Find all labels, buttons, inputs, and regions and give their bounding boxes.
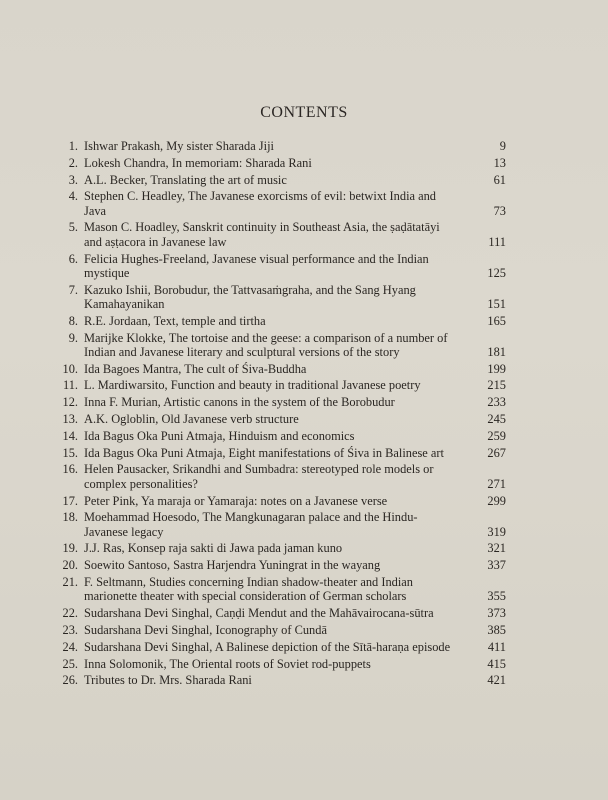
entry-title: Sudarshana Devi Singhal, Iconography of Cundā (84, 622, 327, 637)
entry-title: Ida Bagus Oka Puni Atmaja, Hinduism and economics (84, 428, 355, 443)
entry-page-number: 355 (487, 589, 506, 604)
toc-entry (40, 446, 506, 460)
toc-entry (40, 362, 506, 376)
toc-entry (40, 314, 506, 328)
entry-page-number: 181 (487, 344, 506, 359)
entry-number: 20. (62, 558, 78, 573)
entry-title: Lokesh Chandra, In memoriam: Sharada Rani (84, 155, 312, 170)
entry-page-number: 421 (487, 673, 506, 688)
toc-entry (40, 462, 506, 491)
toc-entry (40, 494, 506, 508)
entry-title: Marijke Klokke, The tortoise and the geese: a comparison of a number of Indian and Javanese literary and sculptural versions of the story (84, 330, 448, 359)
entry-title: Peter Pink, Ya maraja or Yamaraja: notes on a Javanese verse (84, 493, 388, 508)
entry-page-number: 267 (487, 445, 506, 460)
toc-entry (40, 139, 506, 153)
entry-title: Inna Solomonik, The Oriental roots of Soviet rod-puppets (84, 656, 371, 671)
entry-number: 6. (68, 251, 78, 266)
entry-page-number: 73 (493, 203, 506, 218)
entry-title: Inna F. Murian, Artistic canons in the system of the Borobudur (84, 395, 395, 410)
entry-title: J.J. Ras, Konsep raja sakti di Jawa pada jaman kuno (84, 541, 343, 556)
entry-title: Stephen C. Headley, The Javanese exorcisms of evil: betwixt India and Java (84, 189, 437, 218)
entry-title: R.E. Jordaan, Text, temple and tirtha (84, 313, 266, 328)
entry-number: 21. (62, 575, 78, 590)
entry-title: Mason C. Hoadley, Sanskrit continuity in Southeast Asia, the ṣaḍātatāyi and aṣṭacora in Javanese law (84, 220, 440, 249)
entry-page-number: 385 (487, 622, 506, 637)
entry-number: 25. (62, 656, 78, 671)
entry-number: 10. (62, 361, 78, 376)
entry-number: 16. (62, 462, 78, 477)
entry-title: A.K. Ogloblin, Old Javanese verb structure (84, 412, 299, 427)
entry-page-number: 319 (487, 524, 506, 539)
entry-number: 22. (62, 606, 78, 621)
entry-page-number: 199 (487, 361, 506, 376)
entry-title: A.L. Becker, Translating the art of music (84, 172, 287, 187)
entry-number: 14. (62, 428, 78, 443)
entry-page-number: 13 (493, 155, 506, 170)
entry-number: 1. (68, 139, 78, 153)
entry-title: Soewito Santoso, Sastra Harjendra Yuningrat in the wayang (84, 558, 381, 573)
entry-number: 15. (62, 445, 78, 460)
entry-number: 7. (68, 282, 78, 297)
entry-page-number: 215 (487, 378, 506, 393)
entry-number: 5. (68, 220, 78, 235)
entry-number: 3. (68, 172, 78, 187)
toc-entry (40, 378, 506, 392)
table-of-contents (40, 139, 506, 690)
toc-entry (40, 558, 506, 572)
entry-title: Helen Pausacker, Srikandhi and Sumbadra: stereotyped role models or complex personalities? (84, 462, 434, 491)
entry-page-number: 165 (487, 313, 506, 328)
entry-page-number: 299 (487, 493, 506, 508)
toc-entry (40, 657, 506, 671)
toc-entry (40, 220, 506, 249)
entry-number: 9. (68, 330, 78, 345)
entry-number: 24. (62, 639, 78, 654)
toc-entry (40, 156, 506, 170)
entry-page-number: 373 (487, 606, 506, 621)
page-title: CONTENTS (260, 104, 348, 121)
toc-entry (40, 252, 506, 281)
entry-page-number: 415 (487, 656, 506, 671)
entry-title: Tributes to Dr. Mrs. Sharada Rani (84, 673, 252, 688)
toc-entry (40, 541, 506, 555)
entry-title: Sudarshana Devi Singhal, A Balinese depiction of the Sītā-haraṇa episode (84, 639, 451, 654)
entry-page-number: 151 (487, 296, 506, 311)
entry-page-number: 337 (487, 558, 506, 573)
entry-number: 12. (62, 395, 78, 410)
entry-page-number: 61 (493, 172, 506, 187)
entry-title: Felicia Hughes-Freeland, Javanese visual performance and the Indian mystique (84, 251, 429, 280)
toc-entry (40, 606, 506, 620)
entry-page-number: 411 (487, 639, 506, 654)
entry-title: Sudarshana Devi Singhal, Caṇḍi Mendut and the Mahāvairocana-sūtra (84, 606, 434, 621)
toc-entry (40, 429, 506, 443)
entry-page-number: 271 (487, 476, 506, 491)
toc-entry (40, 510, 506, 539)
toc-entry (40, 623, 506, 637)
entry-page-number: 245 (487, 412, 506, 427)
toc-entry (40, 395, 506, 409)
entry-page-number: 125 (487, 265, 506, 280)
entry-number: 11. (62, 378, 78, 393)
entry-number: 26. (62, 673, 78, 688)
entry-number: 2. (68, 155, 78, 170)
entry-number: 4. (68, 189, 78, 204)
entry-title: Ishwar Prakash, My sister Sharada Jiji (84, 139, 274, 153)
entry-page-number: 111 (488, 234, 506, 249)
entry-title: Kazuko Ishii, Borobudur, the Tattvasaṁgraha, and the Sang Hyang Kamahayanikan (84, 282, 416, 311)
entry-number: 17. (62, 493, 78, 508)
toc-entry (40, 412, 506, 426)
entry-title: L. Mardiwarsito, Function and beauty in traditional Javanese poetry (84, 378, 421, 393)
entry-title: F. Seltmann, Studies concerning Indian shadow-theater and Indian marionette theater with special consideration of German scholars (84, 575, 413, 604)
toc-entry (40, 283, 506, 312)
entry-number: 13. (62, 412, 78, 427)
entry-page-number: 233 (487, 395, 506, 410)
toc-entry (40, 189, 506, 218)
toc-entry (40, 173, 506, 187)
entry-number: 8. (68, 313, 78, 328)
toc-entry (40, 640, 506, 654)
entry-number: 19. (62, 541, 78, 556)
entry-title: Moehammad Hoesodo, The Mangkunagaran palace and the Hindu-Javanese legacy (84, 510, 418, 539)
entry-number: 18. (62, 510, 78, 525)
toc-entry (40, 331, 506, 360)
toc-entry (40, 673, 506, 687)
toc-entry (40, 575, 506, 604)
entry-page-number: 9 (499, 139, 506, 153)
entry-number: 23. (62, 622, 78, 637)
entry-title: Ida Bagoes Mantra, The cult of Śiva-Buddha (84, 361, 307, 376)
entry-page-number: 321 (487, 541, 506, 556)
entry-page-number: 259 (487, 428, 506, 443)
entry-title: Ida Bagus Oka Puni Atmaja, Eight manifestations of Śiva in Balinese art (84, 445, 444, 460)
